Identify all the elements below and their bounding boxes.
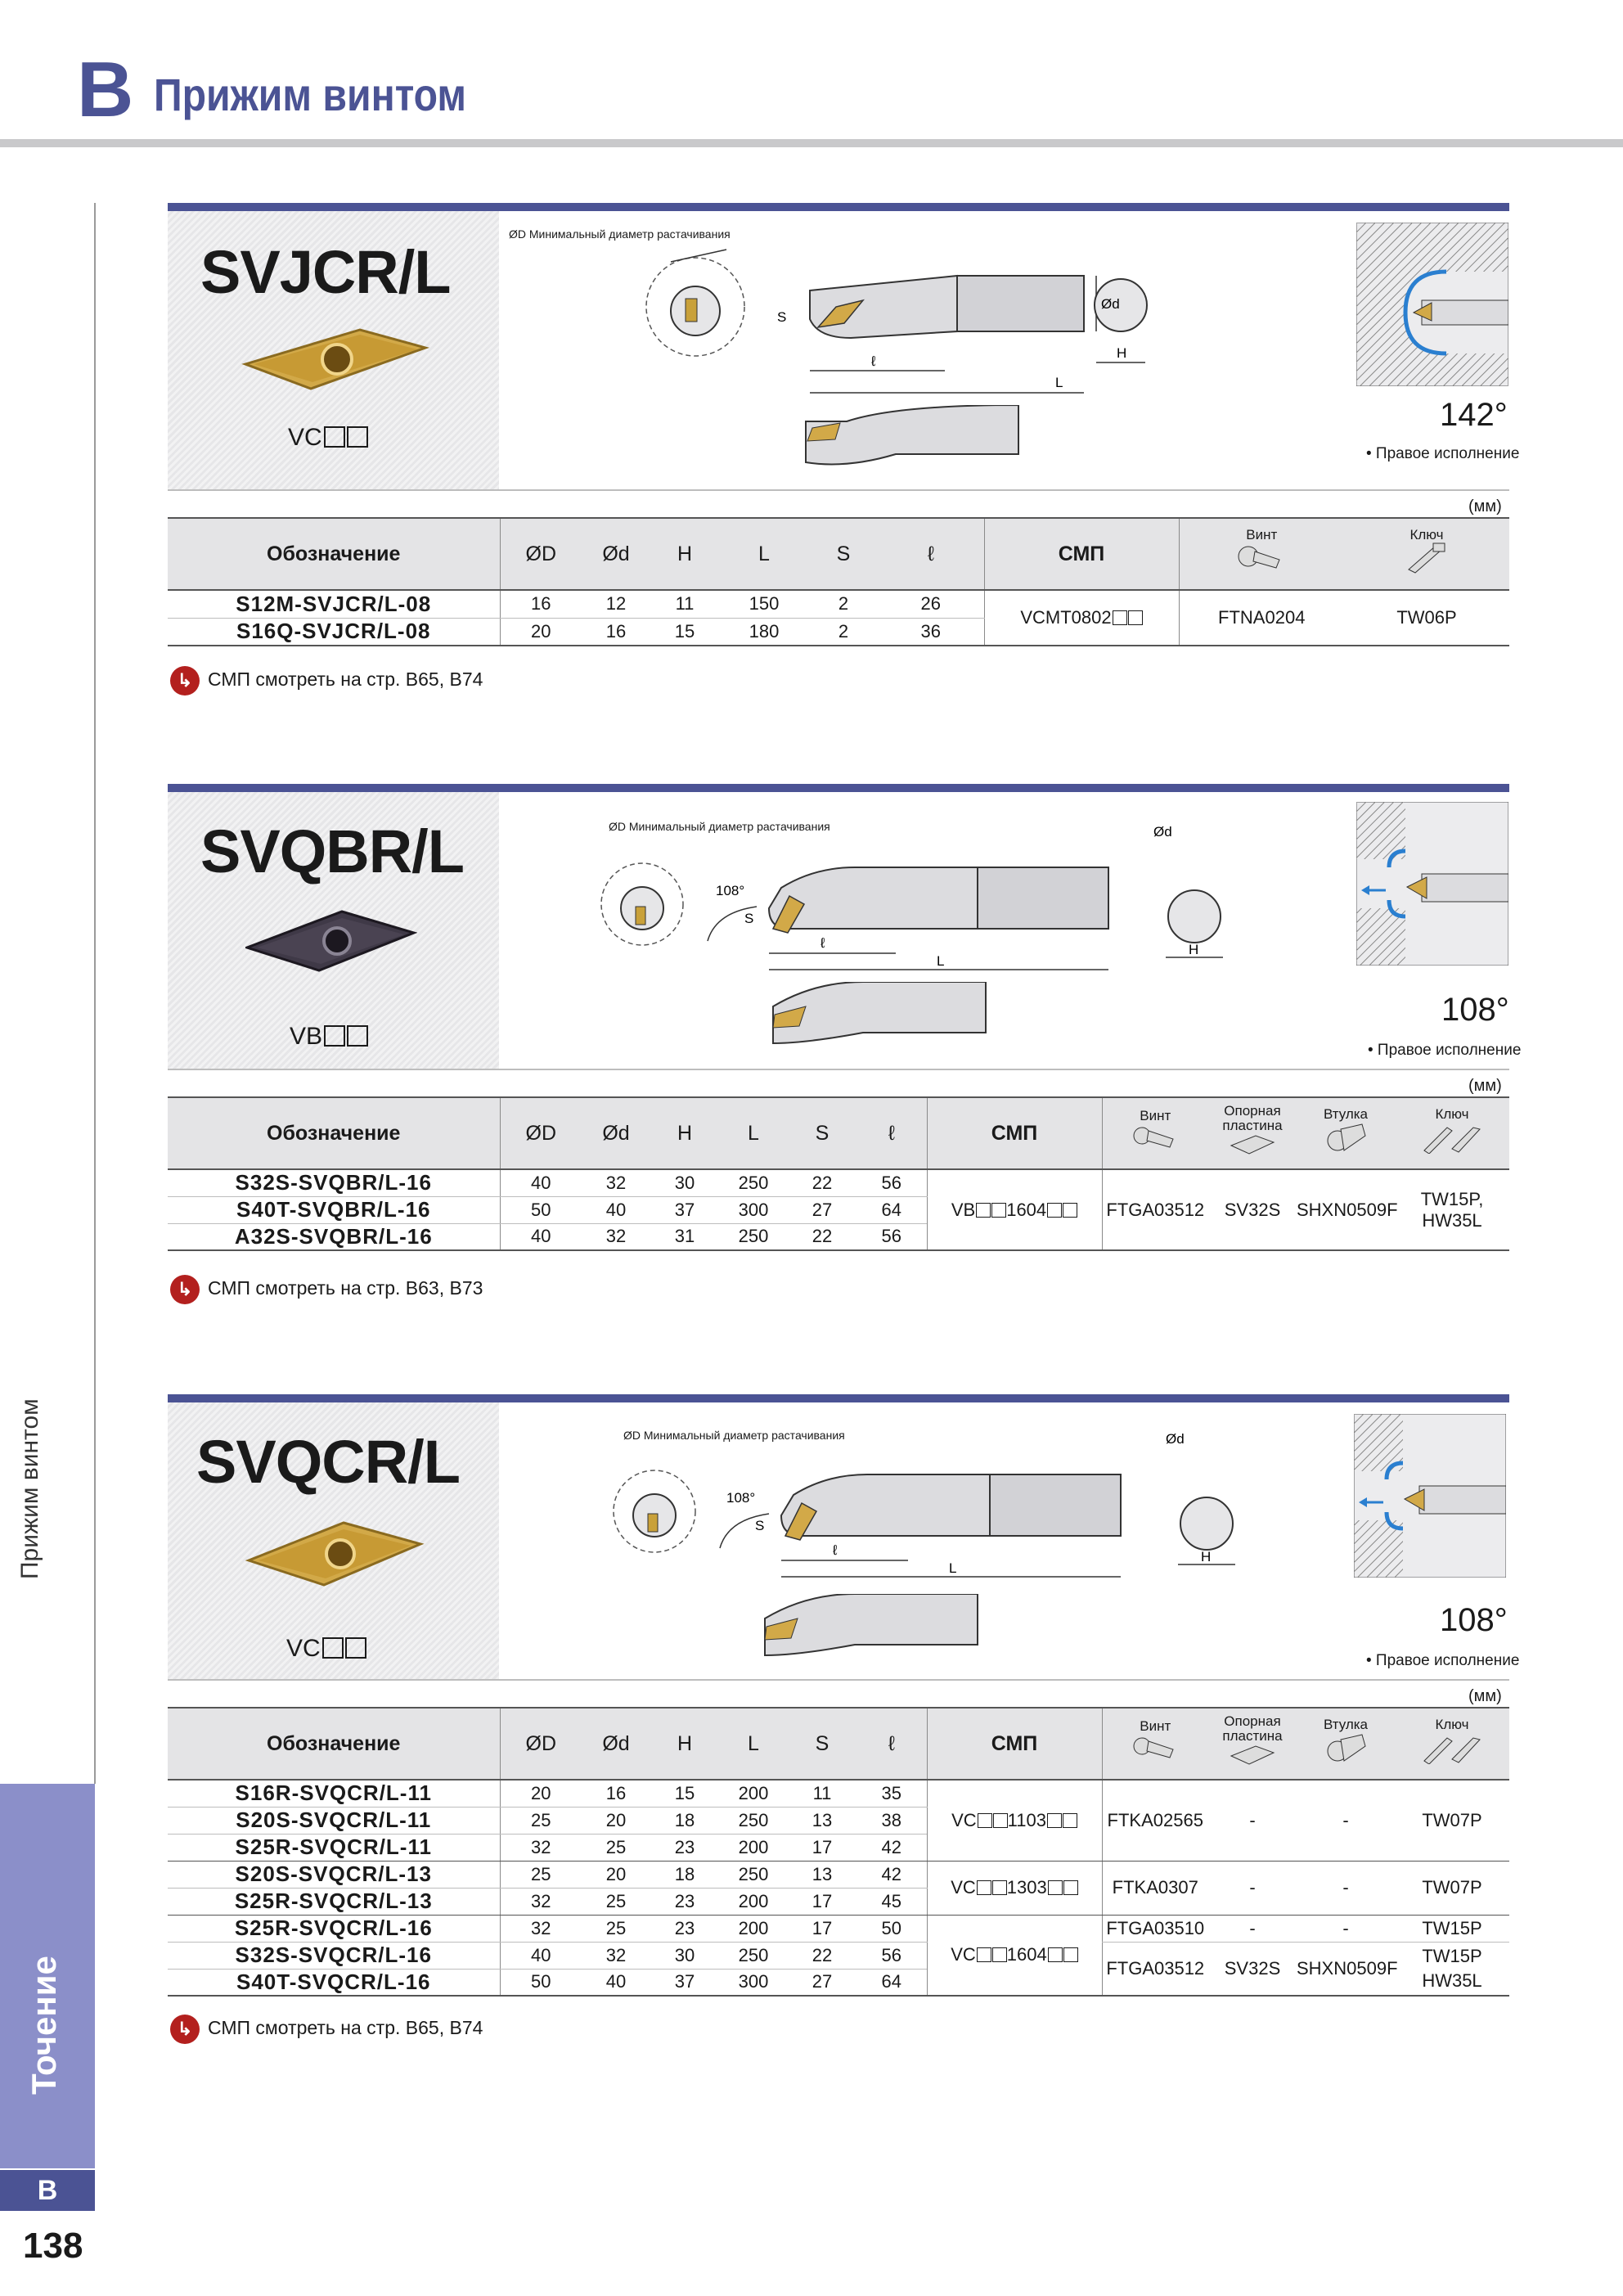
table-row-code: S25R-SVQCR/L-16: [168, 1915, 500, 1942]
key-code: HW35L: [1422, 1970, 1482, 1991]
key-icon: [1419, 1121, 1485, 1154]
dim-h-label: H: [1189, 942, 1199, 957]
dim-l-label: L: [937, 953, 945, 969]
cell: 37: [650, 1969, 719, 1996]
tool-side-view: [757, 1594, 994, 1668]
col-smp: СМП: [984, 518, 1179, 590]
sleeve-cell: SHXN0509F: [1297, 1169, 1395, 1250]
cell: 250: [719, 1223, 788, 1250]
cell: 13: [788, 1807, 856, 1834]
table-row-code: S16Q-SVJCR/L-08: [168, 618, 500, 646]
cell: 300: [719, 1196, 788, 1223]
col-D: ØD: [500, 1708, 582, 1780]
units-label: (мм): [1468, 1077, 1502, 1095]
page-number: 138: [23, 2226, 83, 2266]
col-plate: [1208, 1097, 1297, 1169]
dim-l-label: L: [949, 1560, 957, 1576]
col-sleeve: [1297, 1097, 1395, 1169]
page-title: Прижим винтом: [154, 69, 467, 120]
note-text: СМП смотреть на стр. B65, B74: [208, 669, 483, 691]
tool-side-view: [765, 982, 1002, 1056]
smp-cell: [984, 590, 1179, 646]
table-row-code: A32S-SVQBR/L-16: [168, 1223, 500, 1250]
plate-cell: SV32S: [1208, 1942, 1297, 1996]
cell: 200: [719, 1780, 788, 1807]
col-D: ØD: [500, 518, 582, 590]
cell: 25: [582, 1915, 650, 1942]
approach-angle: 108°: [1441, 992, 1509, 1028]
sidebar-category-label: Точение: [25, 1956, 63, 2095]
insert-reference-note[interactable]: [170, 666, 483, 696]
cell: 18: [650, 1807, 719, 1834]
plate-cell: SV32S: [1208, 1169, 1297, 1250]
insert-reference-note[interactable]: [170, 1275, 483, 1304]
reference-icon: ↳: [170, 2015, 200, 2044]
col-smp: СМП: [927, 1097, 1102, 1169]
cell: 40: [500, 1942, 582, 1969]
reference-icon: ↳: [170, 666, 200, 696]
cell: 20: [582, 1861, 650, 1888]
plate-label: Опорная: [1224, 1713, 1281, 1729]
dim-l-label: L: [1055, 375, 1063, 390]
cell: 16: [500, 590, 582, 618]
dim-angle-label: 108°: [726, 1490, 756, 1506]
sidebar-section-label: Прижим винтом: [16, 1398, 43, 1579]
spec-table: [168, 517, 1509, 646]
dim-h-label: H: [1117, 345, 1127, 361]
machining-illustration: [1354, 1414, 1506, 1578]
table-row-code: S32S-SVQBR/L-16: [168, 1169, 500, 1196]
right-hand-note: • Правое исполнение: [1368, 1042, 1522, 1059]
section-divider: [168, 1069, 1509, 1070]
cell: 17: [788, 1915, 856, 1942]
col-l: ℓ: [856, 1708, 927, 1780]
key-cell: [1395, 1942, 1509, 1996]
cell: 11: [650, 590, 719, 618]
plate-label: Опорная: [1224, 1102, 1281, 1119]
header-divider: [0, 139, 1623, 147]
col-d: Ød: [582, 1097, 650, 1169]
cell: 300: [719, 1969, 788, 1996]
cell: 13: [788, 1861, 856, 1888]
section-letter: B: [77, 46, 134, 133]
cell: 56: [856, 1942, 927, 1969]
cell: 30: [650, 1942, 719, 1969]
smp-prefix: VB: [951, 1199, 976, 1220]
section-title: SVQCR/L: [196, 1428, 460, 1496]
section-title: SVJCR/L: [200, 238, 451, 306]
col-S: S: [809, 518, 878, 590]
cell: 16: [582, 618, 650, 646]
dim-l-small-label: ℓ: [871, 353, 876, 369]
plate-cell: -: [1208, 1780, 1297, 1861]
col-screw: [1179, 518, 1344, 590]
cell: 18: [650, 1861, 719, 1888]
key-label: Ключ: [1435, 1105, 1469, 1122]
col-plate: [1208, 1708, 1297, 1780]
cell: 42: [856, 1861, 927, 1888]
tool-dimension-drawing: [622, 233, 1162, 397]
screw-cell: FTKA0307: [1102, 1861, 1208, 1915]
section-divider: [168, 1679, 1509, 1681]
smp-suffix: 1604: [1006, 1199, 1047, 1220]
machining-illustration: [1356, 802, 1508, 966]
screw-cell: FTGA03510: [1102, 1915, 1208, 1942]
dim-l-small-label: ℓ: [820, 935, 825, 951]
sidebar-divider: [94, 203, 96, 1784]
sleeve-label: Втулка: [1323, 1716, 1369, 1732]
col-l: ℓ: [878, 518, 984, 590]
tool-side-view: [798, 405, 1035, 479]
units-label: (мм): [1468, 497, 1502, 515]
note-text: СМП смотреть на стр. B65, B74: [208, 2017, 483, 2039]
cell: 25: [582, 1834, 650, 1861]
smp-suffix: 1103: [1007, 1809, 1046, 1830]
sleeve-label: Втулка: [1323, 1105, 1369, 1122]
key-cell: TW15P: [1395, 1915, 1509, 1942]
dim-d-label: Ød: [1101, 296, 1120, 312]
cell: 17: [788, 1888, 856, 1915]
screw-icon: [1237, 542, 1286, 574]
key-icon: [1419, 1731, 1485, 1764]
insert-vb-icon: [245, 908, 417, 974]
smp-suffix: 1604: [1006, 1944, 1047, 1965]
cell: 12: [582, 590, 650, 618]
col-designation: Обозначение: [168, 1097, 500, 1169]
sleeve-cell: -: [1297, 1780, 1395, 1861]
col-key: [1395, 1097, 1509, 1169]
table-row-code: S25R-SVQCR/L-13: [168, 1888, 500, 1915]
cell: 11: [788, 1780, 856, 1807]
smp-cell: [927, 1780, 1102, 1861]
col-key: [1395, 1708, 1509, 1780]
key-label: Ключ: [1435, 1716, 1469, 1732]
sleeve-icon: [1323, 1731, 1369, 1764]
col-D: ØD: [500, 1097, 582, 1169]
cell: 200: [719, 1915, 788, 1942]
col-key: [1344, 518, 1509, 590]
smp-suffix: 1303: [1006, 1877, 1047, 1898]
cell: 250: [719, 1942, 788, 1969]
col-sleeve: [1297, 1708, 1395, 1780]
table-row-code: S20S-SVQCR/L-13: [168, 1861, 500, 1888]
screw-label: Винт: [1140, 1717, 1171, 1734]
key-code: TW15P: [1422, 1946, 1482, 1967]
insert-vc-icon: [245, 1518, 425, 1591]
col-designation: Обозначение: [168, 518, 500, 590]
plate-label-2: пластина: [1222, 1727, 1283, 1744]
cell: 25: [582, 1888, 650, 1915]
approach-angle: 142°: [1440, 397, 1508, 433]
dim-s-label: S: [777, 309, 787, 325]
cell: 50: [856, 1915, 927, 1942]
col-L: L: [719, 1708, 788, 1780]
dim-d-label: Ød: [1166, 1434, 1185, 1447]
dim-angle-label: 108°: [716, 883, 745, 898]
key-cell: TW06P: [1344, 590, 1509, 646]
cell: 250: [719, 1861, 788, 1888]
shim-plate-icon: [1228, 1743, 1277, 1767]
dim-s-label: S: [744, 911, 754, 926]
cell: 32: [500, 1834, 582, 1861]
screw-cell: FTGA03512: [1102, 1942, 1208, 1996]
cell: 26: [878, 590, 984, 618]
insert-type-label: VB: [290, 1023, 368, 1051]
cell: 32: [582, 1223, 650, 1250]
cell: 20: [582, 1807, 650, 1834]
units-label: (мм): [1468, 1687, 1502, 1705]
insert-type-label: VC: [288, 424, 368, 452]
section-divider: [168, 489, 1509, 491]
cell: 31: [650, 1223, 719, 1250]
cell: 25: [500, 1861, 582, 1888]
cell: 40: [500, 1169, 582, 1196]
insert-vc-icon: [237, 323, 434, 397]
dim-l-small-label: ℓ: [833, 1542, 838, 1558]
min-diameter-note: ØD Минимальный диаметр растачивания: [609, 820, 830, 833]
plate-label-2: пластина: [1222, 1117, 1283, 1133]
sleeve-cell: SHXN0509F: [1297, 1942, 1395, 1996]
cell: 16: [582, 1780, 650, 1807]
screw-icon: [1132, 1123, 1178, 1152]
cell: 40: [500, 1223, 582, 1250]
cell: 23: [650, 1915, 719, 1942]
min-diameter-note: ØD Минимальный диаметр растачивания: [509, 227, 731, 241]
sleeve-cell: -: [1297, 1915, 1395, 1942]
screw-cell: FTKA02565: [1102, 1780, 1208, 1861]
spec-table: [168, 1707, 1509, 1997]
smp-cell: [927, 1861, 1102, 1915]
cell: 35: [856, 1780, 927, 1807]
col-screw: [1102, 1708, 1208, 1780]
col-L: L: [719, 518, 809, 590]
cell: 40: [582, 1196, 650, 1223]
key-cell: TW07P: [1395, 1861, 1509, 1915]
cell: 32: [500, 1915, 582, 1942]
key-label: Ключ: [1409, 526, 1444, 542]
cell: 37: [650, 1196, 719, 1223]
table-row-code: S32S-SVQCR/L-16: [168, 1942, 500, 1969]
cell: 32: [582, 1942, 650, 1969]
cell: 42: [856, 1834, 927, 1861]
col-H: H: [650, 518, 719, 590]
shim-plate-icon: [1228, 1132, 1277, 1157]
dim-h-label: H: [1201, 1549, 1212, 1564]
col-L: L: [719, 1097, 788, 1169]
cell: 250: [719, 1807, 788, 1834]
col-d: Ød: [582, 518, 650, 590]
cell: 2: [809, 618, 878, 646]
plate-cell: -: [1208, 1915, 1297, 1942]
cell: 2: [809, 590, 878, 618]
dim-s-label: S: [755, 1518, 765, 1533]
reference-icon: ↳: [170, 1275, 200, 1304]
sidebar-letter: B: [0, 2170, 95, 2211]
cell: 25: [500, 1807, 582, 1834]
cell: 45: [856, 1888, 927, 1915]
col-smp: СМП: [927, 1708, 1102, 1780]
cell: 23: [650, 1834, 719, 1861]
screw-cell: FTNA0204: [1179, 590, 1344, 646]
cell: 15: [650, 1780, 719, 1807]
plate-cell: -: [1208, 1861, 1297, 1915]
cell: 15: [650, 618, 719, 646]
key-icon: [1402, 542, 1451, 574]
key-cell: TW07P: [1395, 1780, 1509, 1861]
table-row-code: S20S-SVQCR/L-11: [168, 1807, 500, 1834]
insert-type-label: VC: [286, 1635, 366, 1663]
min-diameter-note: ØD Минимальный диаметр растачивания: [623, 1429, 845, 1442]
screw-label: Винт: [1246, 526, 1278, 542]
cell: 32: [500, 1888, 582, 1915]
col-H: H: [650, 1097, 719, 1169]
screw-label: Винт: [1140, 1107, 1171, 1123]
note-text: СМП смотреть на стр. B63, B73: [208, 1277, 483, 1299]
sleeve-icon: [1323, 1121, 1369, 1154]
cell: 32: [582, 1169, 650, 1196]
col-S: S: [788, 1708, 856, 1780]
cell: 22: [788, 1169, 856, 1196]
approach-angle: 108°: [1440, 1602, 1508, 1638]
cell: 36: [878, 618, 984, 646]
cell: 200: [719, 1888, 788, 1915]
col-d: Ød: [582, 1708, 650, 1780]
cell: 22: [788, 1223, 856, 1250]
cell: 20: [500, 618, 582, 646]
section-top-bar: [168, 203, 1509, 211]
table-row-code: S40T-SVQBR/L-16: [168, 1196, 500, 1223]
cell: 64: [856, 1969, 927, 1996]
key-cell: TW15P, HW35L: [1395, 1169, 1509, 1250]
table-row-code: S12M-SVJCR/L-08: [168, 590, 500, 618]
dim-d-label: Ød: [1153, 826, 1172, 840]
smp-prefix: VC: [951, 1877, 976, 1898]
machining-illustration: [1356, 223, 1508, 386]
section-top-bar: [168, 1394, 1509, 1402]
col-designation: Обозначение: [168, 1708, 500, 1780]
col-H: H: [650, 1708, 719, 1780]
col-S: S: [788, 1097, 856, 1169]
cell: 56: [856, 1169, 927, 1196]
smp-prefix: VC: [951, 1809, 977, 1830]
cell: 50: [500, 1196, 582, 1223]
screw-icon: [1132, 1733, 1178, 1763]
cell: 200: [719, 1834, 788, 1861]
table-row-code: S40T-SVQCR/L-16: [168, 1969, 500, 1996]
spec-table: [168, 1096, 1509, 1251]
smp-code: VCMT0802: [1020, 607, 1112, 628]
cell: 64: [856, 1196, 927, 1223]
right-hand-note: • Правое исполнение: [1366, 1652, 1520, 1669]
cell: 40: [582, 1969, 650, 1996]
right-hand-note: • Правое исполнение: [1366, 445, 1520, 462]
smp-cell: [927, 1169, 1102, 1250]
screw-cell: FTGA03512: [1102, 1169, 1208, 1250]
cell: 180: [719, 618, 809, 646]
cell: 23: [650, 1888, 719, 1915]
sleeve-cell: -: [1297, 1861, 1395, 1915]
section-top-bar: [168, 784, 1509, 792]
cell: 38: [856, 1807, 927, 1834]
smp-cell: [927, 1915, 1102, 1996]
cell: 27: [788, 1196, 856, 1223]
table-row-code: S25R-SVQCR/L-11: [168, 1834, 500, 1861]
cell: 56: [856, 1223, 927, 1250]
cell: 250: [719, 1169, 788, 1196]
cell: 27: [788, 1969, 856, 1996]
cell: 30: [650, 1169, 719, 1196]
section-title: SVQBR/L: [200, 817, 464, 885]
cell: 22: [788, 1942, 856, 1969]
cell: 150: [719, 590, 809, 618]
col-l: ℓ: [856, 1097, 927, 1169]
cell: 50: [500, 1969, 582, 1996]
insert-reference-note[interactable]: [170, 2015, 483, 2044]
col-screw: [1102, 1097, 1208, 1169]
table-row-code: S16R-SVQCR/L-11: [168, 1780, 500, 1807]
smp-prefix: VC: [951, 1944, 976, 1965]
cell: 17: [788, 1834, 856, 1861]
cell: 20: [500, 1780, 582, 1807]
